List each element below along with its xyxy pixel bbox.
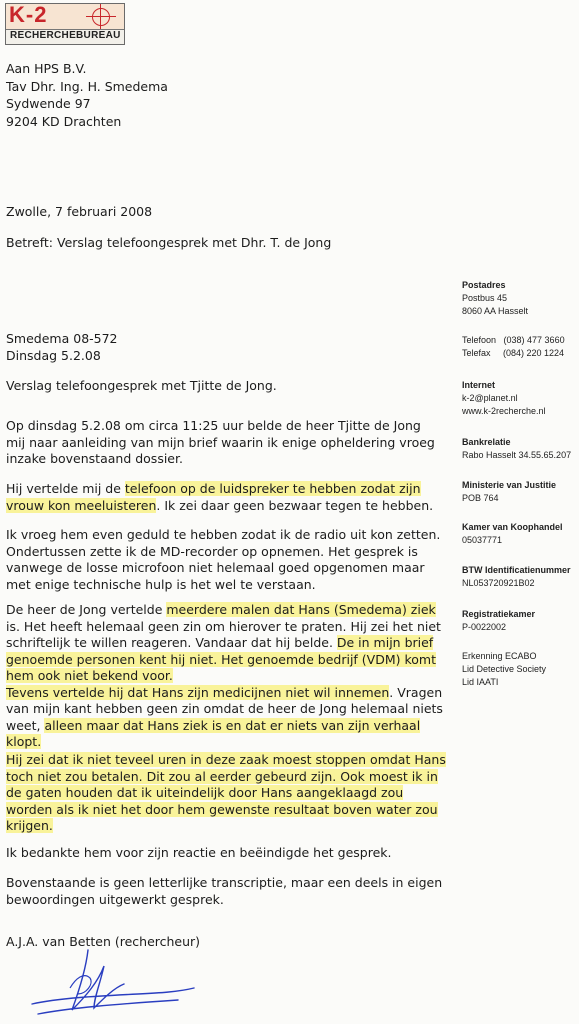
- text-line: Bovenstaande is geen letterlijke transcriptie, maar een deels in eigen: [6, 875, 443, 890]
- sidebar-bank: [462, 436, 571, 462]
- sidebar-value: Postbus 45: [462, 293, 508, 303]
- sidebar-justitie: [462, 479, 556, 505]
- intro-line: Verslag telefoongesprek met Tjitte de Jong.: [6, 378, 277, 393]
- highlighted-text: alleen maar dat Hans ziek is en dat er niets van zijn verhaal: [44, 717, 421, 733]
- reference-line: Smedema 08-572: [6, 331, 118, 346]
- sidebar-value: Telefax (084) 220 1224: [462, 348, 565, 358]
- highlighted-text: toch niet zou betalen. Dit zou al eerder gebeurd zijn. Ook moest ik in: [6, 768, 438, 784]
- text-line: [6, 802, 436, 819]
- paragraph-6: Ik bedankte hem voor zijn reactie en beëindigde het gesprek.: [6, 845, 392, 860]
- sidebar-heading: Postadres: [462, 280, 506, 290]
- highlighted-text: telefoon op de luidspreker te hebben zodat zijn: [124, 481, 421, 496]
- sidebar-kvk: [462, 521, 563, 547]
- sidebar-value: 05037771: [462, 535, 503, 545]
- sidebar-value: P-0022002: [462, 622, 507, 632]
- text-line: [6, 734, 436, 751]
- logo-brand: K-2: [9, 3, 48, 27]
- handwritten-signature: [28, 948, 198, 1022]
- sidebar-value: Erkenning ECABO: [462, 651, 537, 661]
- text-line: mij naar aanleiding van mijn brief waarin ik enige opheldering vroeg: [6, 434, 435, 450]
- sidebar-value: 8060 AA Hasselt: [462, 306, 529, 316]
- paragraph-1: [6, 418, 436, 468]
- highlighted-text: hem ook niet bekend voor.: [6, 668, 173, 683]
- text-span: . Vragen: [389, 684, 443, 700]
- crosshair-ring: [92, 8, 110, 26]
- text-line: [6, 481, 436, 498]
- sidebar-registratiekamer: [462, 608, 535, 634]
- highlighted-text: meerdere malen dat Hans (Smedema) ziek: [166, 602, 436, 617]
- address-line: 9204 KD Drachten: [6, 113, 122, 129]
- highlighted-text: Tevens vertelde hij dat Hans zijn medicijnen niet wil innemen: [6, 684, 390, 700]
- sidebar-heading: Bankrelatie: [462, 437, 511, 447]
- sidebar-value: NL053720921B02: [462, 578, 535, 588]
- sidebar-value: k-2@planet.nl: [462, 393, 518, 403]
- sidebar-heading: Internet: [462, 380, 496, 390]
- sidebar-erkenning: [462, 650, 546, 689]
- sidebar-phone: [462, 334, 565, 360]
- reference-line: Dinsdag 5.2.08: [6, 347, 101, 363]
- sidebar-value: www.k-2recherche.nl: [462, 406, 546, 416]
- paragraph-3: [6, 527, 441, 593]
- recipient-address: [6, 60, 168, 130]
- sidebar-internet: [462, 379, 546, 418]
- address-line: Sydwende 97: [6, 96, 91, 111]
- date-line: Zwolle, 7 februari 2008: [6, 204, 153, 219]
- text-line: [6, 668, 436, 685]
- text-line: [6, 718, 436, 735]
- text-line: [6, 785, 436, 802]
- sidebar-value: Telefoon (038) 477 3660: [462, 335, 565, 345]
- paragraph-7: [6, 875, 443, 908]
- text-line: is. Het heeft helemaal geen zin om hierover te praten. Hij zei het niet: [6, 618, 441, 634]
- text-span: Hij vertelde mij de: [6, 481, 125, 496]
- highlighted-text: klopt.: [6, 734, 42, 749]
- highlighted-text: De in mijn brief: [336, 635, 434, 650]
- sidebar-heading: Registratiekamer: [462, 609, 536, 619]
- sidebar-heading: BTW Identificatienummer: [462, 565, 571, 575]
- sidebar-btw: [462, 564, 571, 590]
- text-line: [6, 769, 436, 786]
- sidebar-value: Lid Detective Society: [462, 664, 547, 674]
- highlighted-text: worden als ik niet het door hem gewenste resultaat boven water zou: [6, 801, 438, 817]
- subject-line: Betreft: Verslag telefoongesprek met Dhr. T. de Jong: [6, 235, 332, 250]
- text-line: [6, 818, 436, 835]
- sidebar-heading: Kamer van Koophandel: [462, 522, 563, 532]
- text-line: [6, 652, 436, 669]
- text-line: [6, 684, 443, 702]
- paragraph-5: [6, 752, 446, 835]
- text-span: weet,: [6, 717, 45, 733]
- sidebar-heading: Ministerie van Justitie: [462, 480, 557, 490]
- address-line: Tav Dhr. Ing. H. Smedema: [6, 78, 168, 94]
- text-span: De heer de Jong vertelde: [6, 602, 167, 617]
- paragraph-2: [6, 481, 436, 514]
- sidebar-value: Lid IAATI: [462, 677, 499, 687]
- paragraph-4: [6, 602, 443, 751]
- text-line: Op dinsdag 5.2.08 om circa 11:25 uur belde de heer Tjitte de Jong: [6, 418, 421, 433]
- logo-subtitle: RECHERCHEBUREAU: [10, 30, 121, 41]
- highlighted-text: genoemde personen kent hij niet. Het genoemde bedrijf (VDM) komt: [6, 651, 436, 667]
- text-line: met enige technische hulp is het wel te verstaan.: [6, 576, 316, 592]
- address-line: Aan HPS B.V.: [6, 61, 87, 76]
- text-line: inzake bovenstaand dossier.: [6, 451, 183, 466]
- highlighted-text: de gaten houden dat ik uiteindelijk door Hans aangeklaagd zou: [6, 785, 404, 800]
- text-line: Ik vroeg hem even geduld te hebben zodat ik de radio uit kon zetten.: [6, 527, 441, 542]
- highlighted-text: krijgen.: [6, 818, 53, 833]
- text-line: vanwege de losse microfoon niet helemaal goed opgenomen maar: [6, 560, 425, 575]
- text-line: [6, 498, 436, 515]
- signatory-name: A.J.A. van Betten (rechercheur): [6, 934, 201, 949]
- text-line: van mijn kant hebben geen zin omdat de heer de Jong helemaal niets: [6, 701, 443, 716]
- highlighted-text: Hij zei dat ik niet teveel uren in deze zaak moest stoppen omdat Hans: [6, 752, 446, 767]
- reference-block: [6, 331, 118, 364]
- company-logo: [5, 3, 125, 45]
- text-line: bewoordingen uitgewerkt gesprek.: [6, 891, 224, 907]
- text-span: schriftelijk te willen reageren. Vandaar dat hij belde.: [6, 635, 337, 650]
- text-line: [6, 635, 436, 652]
- text-line: [6, 602, 436, 619]
- sidebar-value: POB 764: [462, 493, 499, 503]
- text-line: [6, 752, 446, 769]
- text-line: Ondertussen zette ik de MD-recorder op opnemen. Het gesprek is: [6, 543, 418, 559]
- sidebar-postadres: [462, 279, 528, 318]
- text-span: . Ik zei daar geen bezwaar tegen te hebben.: [156, 497, 434, 513]
- highlighted-text: vrouw kon meeluisteren: [6, 497, 157, 513]
- sidebar-value: Rabo Hasselt 34.55.65.207: [462, 450, 572, 460]
